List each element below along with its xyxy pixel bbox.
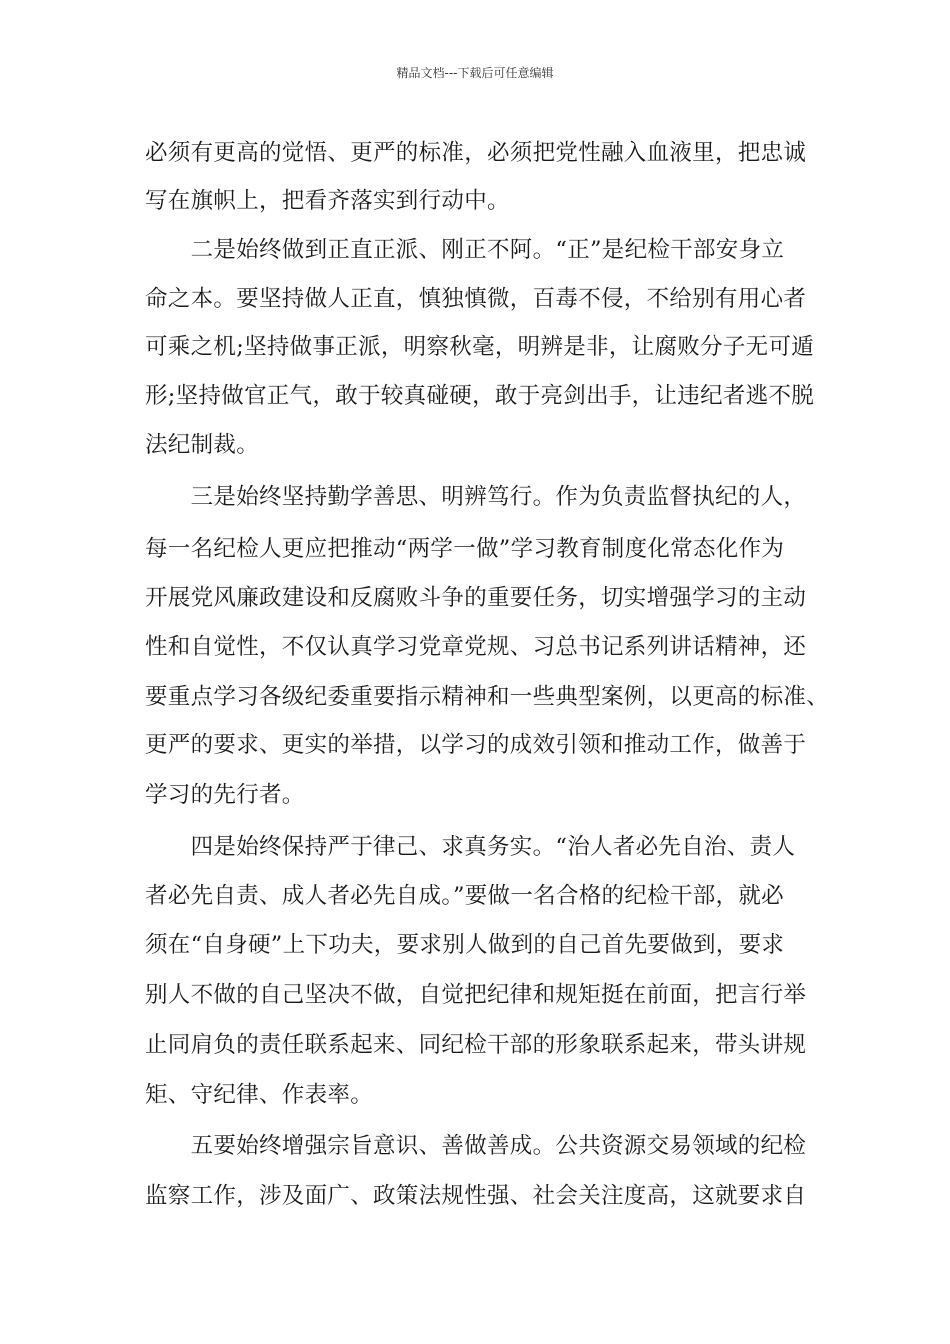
- text-line: 二是始终做到正直正派、刚正不阿。“正”是纪检干部安身立: [145, 237, 785, 263]
- text-line: 要重点学习各级纪委重要指示精神和一些典型案例，以更高的标准、: [145, 684, 830, 710]
- text-line: 性和自觉性，不仅认真学习党章党规、习总书记系列讲话精神，还: [145, 634, 807, 660]
- text-line: 法纪制裁。: [145, 432, 260, 458]
- text-line: 四是始终保持严于律己、求真务实。“治人者必先自治、责人: [145, 834, 796, 860]
- text-line: 写在旗帜上，把看齐落实到行动中。: [145, 188, 510, 214]
- text-line: 开展党风廉政建设和反腐败斗争的重要任务，切实增强学习的主动: [145, 585, 807, 611]
- text-line: 止同肩负的责任联系起来、同纪检干部的形象联系起来，带头讲规: [145, 1032, 807, 1058]
- text-line: 监察工作，涉及面广、政策法规性强、社会关注度高，这就要求自: [145, 1183, 807, 1209]
- text-line: 五要始终增强宗旨意识、善做善成。公共资源交易领域的纪检: [145, 1133, 807, 1159]
- text-line: 可乘之机;坚持做事正派，明察秋毫，明辨是非，让腐败分子无可遁: [145, 334, 815, 360]
- text-line: 者必先自责、成人者必先自成。”要做一名合格的纪检干部，就必: [145, 883, 784, 909]
- text-line: 命之本。要坚持做人正直，慎独慎微，百毒不侵，不给别有用心者: [145, 286, 807, 312]
- text-line: 矩、守纪律、作表率。: [145, 1082, 374, 1108]
- text-line: 每一名纪检人更应把推动“两学一做”学习教育制度化常态化作为: [145, 536, 785, 562]
- text-line: 必须有更高的觉悟、更严的标准，必须把党性融入血液里，把忠诚: [145, 140, 807, 166]
- text-line: 三是始终坚持勤学善思、明辨笃行。作为负责监督执纪的人，: [145, 484, 807, 510]
- text-line: 须在“自身硬”上下功夫，要求别人做到的自己首先要做到，要求: [145, 932, 785, 958]
- text-line: 别人不做的自己坚决不做，自觉把纪律和规矩挺在前面，把言行举: [145, 982, 807, 1008]
- text-line: 学习的先行者。: [145, 782, 305, 808]
- text-line: 形;坚持做官正气，敢于较真碰硬，敢于亮剑出手，让违纪者逃不脱: [145, 383, 815, 409]
- page-header: 精品文档---下载后可任意编辑: [396, 66, 554, 80]
- text-line: 更严的要求、更实的举措，以学习的成效引领和推动工作，做善于: [145, 732, 807, 758]
